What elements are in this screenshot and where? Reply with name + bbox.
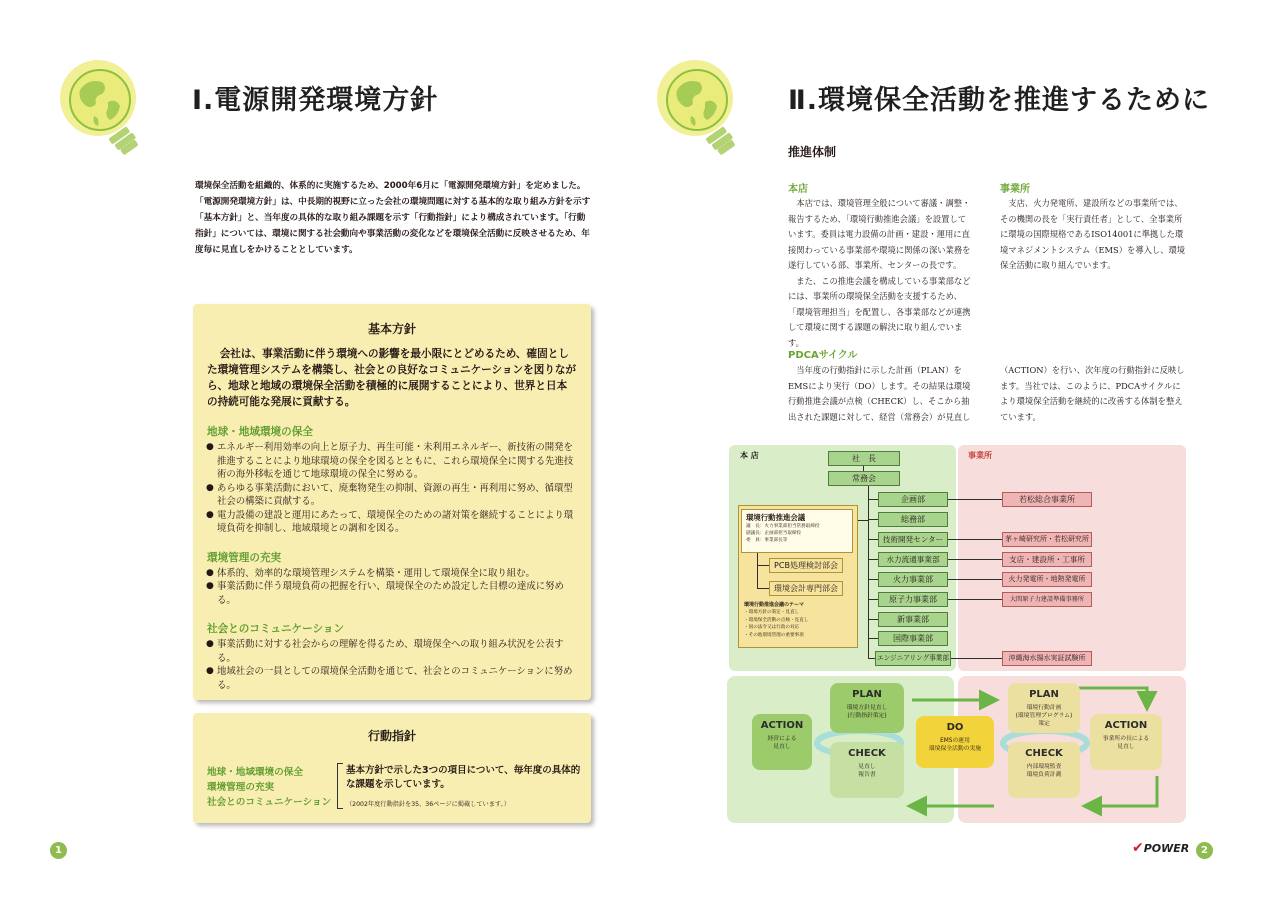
connector-line — [948, 499, 1002, 500]
pdca-check-box — [830, 742, 904, 798]
connector-line — [868, 519, 878, 520]
section-heading: 環境管理の充実 — [207, 551, 282, 564]
connector-line — [868, 619, 878, 620]
theme-item: ・その他環境管理の重要事項 — [744, 632, 804, 638]
zone-label: 事業所 — [968, 451, 992, 460]
action-item: 地球・地域環境の保全 — [207, 767, 303, 778]
section-heading: 社会とのコミュニケーション — [207, 623, 345, 635]
bullet-item: ● エネルギー利用効率の向上と原子力、再生可能・未利用エネルギー、新技術の開発を推進することにより地球環境の保全を図るとともに、これら環境保全に関する先進技術の海外移転を通じて地球環境の保全に努める。 — [193, 441, 591, 482]
connector-line — [868, 599, 878, 600]
office-box: 若松総合事業所 — [1002, 492, 1092, 507]
pdca-desc: EMSの運用 — [940, 738, 970, 744]
connector-line — [868, 559, 878, 560]
connector-line — [868, 486, 869, 658]
pdca-desc: 見直し — [1117, 744, 1135, 750]
section-subtitle: 推進体制 — [788, 145, 837, 159]
action-policy-note: （2002年度行動指針を35、36ページに掲載しています。） — [346, 801, 510, 808]
connector-line — [858, 520, 868, 521]
zone-label: 本 店 — [740, 451, 759, 460]
pdca-desc: (行動指針策定) — [847, 713, 887, 719]
theme-item: ・環境保全活動の点検・見直し — [744, 617, 809, 623]
jigyosho-text — [1000, 196, 1186, 274]
honten-paragraph: 本店では、環境管理全般について審議・調整・報告するため、「環境行動推進会議」を設置しています。委員は電力設備の計画・建設・運用に直接関わっている事業部や環境に関係の深い業務を遂行している部、事業所、センターの長です。 — [788, 198, 971, 270]
power-logo — [1132, 840, 1189, 856]
honten-heading: 本店 — [788, 184, 808, 195]
department-box: 総務部 — [878, 512, 948, 527]
pdca-check-box — [1008, 742, 1080, 798]
pdca-desc: (環境管理プログラム) — [1015, 713, 1073, 719]
section-heading: 地球・地域環境の保全 — [207, 426, 313, 438]
bullet-item: ● 電力設備の建設と運用にあたって、環境保全のための諸対策を継続することにより環境負荷を抑制し、地域環境との調和を図る。 — [193, 509, 591, 536]
flow-arrow — [1077, 688, 1147, 706]
pdca-plan-box — [1008, 683, 1080, 733]
connector-line — [757, 553, 758, 589]
bullet-item: ● あらゆる事業活動において、廃棄物発生の抑制、資源の再生・再利用に努め、循環型社会の構築に貢献する。 — [193, 482, 591, 509]
basic-policy-panel — [193, 304, 591, 700]
action-item: 環境管理の充実 — [207, 782, 275, 793]
pdca-desc: 見直し — [858, 764, 876, 770]
brace-divider — [337, 763, 343, 809]
council-member: 議 長：火力事業部担当常務取締役 — [746, 524, 820, 529]
connector-line — [868, 579, 878, 580]
lightbulb-globe-icon — [58, 58, 154, 168]
pdca-desc: 経営による — [767, 736, 797, 742]
department-box: 国際事業部 — [878, 631, 948, 646]
department-box: 技術開発センター — [878, 532, 948, 547]
council-member: 委 員：事業部長等 — [746, 538, 788, 543]
pdca-action-box — [1090, 714, 1162, 770]
pdca-label: PLAN — [1029, 689, 1059, 700]
pdca-plan-box — [830, 683, 904, 733]
bullet-item: ● 地域社会の一員としての環境保全活動を通じて、社会とのコミュニケーションに努める。 — [193, 665, 591, 692]
page-title: Ⅰ.電源開発環境方針 — [192, 85, 439, 116]
jigyosho-heading: 事業所 — [1000, 184, 1030, 195]
pdca-desc: 環境保全活動の実施 — [928, 746, 982, 752]
theme-item: ・環境方針の策定・見直し — [744, 610, 800, 615]
connector-line — [863, 466, 864, 471]
action-item: 社会とのコミュニケーション — [207, 797, 332, 808]
accounting-committee-box: 環境会計専門部会 — [769, 581, 843, 596]
honten-text — [788, 196, 974, 351]
pdca-heading: PDCAサイクル — [788, 350, 858, 361]
bullet-item: ● 体系的、効率的な環境管理システムを構築・運用して環境保全に取り組む。 — [193, 567, 591, 581]
council-member: 副議長：企画部担当取締役 — [746, 531, 802, 536]
pdca-label: ACTION — [760, 720, 804, 731]
pdca-label: CHECK — [848, 748, 886, 759]
department-box: 原子力事業部 — [878, 592, 948, 607]
council-members-box — [741, 509, 853, 553]
action-policy-title: 行動指針 — [367, 729, 416, 743]
connector-line — [868, 539, 878, 540]
department-box: エンジニアリング事業部 — [875, 651, 951, 666]
pdca-desc: 環境負荷計測 — [1026, 772, 1062, 778]
page-title: Ⅱ.環境保全活動を推進するために — [788, 85, 1211, 116]
bullet-item: ● 事業活動に対する社会からの理解を得るため、環境保全への取り組み状況を公表する。 — [193, 638, 591, 665]
theme-item: ・国の法令又は行政の対応 — [744, 625, 800, 630]
connector-line — [868, 499, 878, 500]
pcb-committee-box: PCB処理検討部会 — [769, 558, 843, 573]
action-policy-items — [207, 765, 331, 810]
pdca-paragraph: 当年度の行動指針に示した計画（PLAN）をEMSにより実行（DO）します。その結果は環境行動推進会議が点検（CHECK）し、そこから抽出された課題に対して、経営（常務会）が見直し — [788, 365, 971, 422]
flow-arrow — [1087, 776, 1157, 806]
connector-line — [948, 559, 1002, 560]
pdca-desc: 事業所の長による — [1102, 736, 1150, 742]
pdca-desc: 環境行動計画 — [1026, 705, 1062, 711]
connector-line — [948, 539, 1002, 540]
basic-policy-title: 基本方針 — [367, 322, 416, 336]
logo-mark-icon: ✔ — [1132, 840, 1144, 856]
president-box: 社 長 — [828, 451, 900, 466]
pdca-desc: 環境方針見直し — [846, 705, 888, 711]
pdca-text — [1000, 363, 1186, 425]
action-policy-panel — [193, 713, 591, 823]
pdca-do-box — [916, 716, 994, 768]
office-box: 火力発電所・地熱発電所 — [1002, 572, 1092, 587]
connector-line — [948, 579, 1002, 580]
connector-line — [948, 599, 1002, 600]
department-box: 新事業部 — [878, 612, 948, 627]
pdca-paragraph: （ACTION）を行い、次年度の行動指針に反映します。当社では、このように、PDCAサイクルにより環境保全活動を継続的に改善する体制を整えています。 — [1000, 365, 1185, 422]
honten-paragraph: また、この推進会議を構成している事業部などには、事業所の環境保全活動を支援するため、「環境管理担当」を配置し、各事業部などが連携して環境に関する課題の解決に取り組んでいます。 — [788, 275, 971, 348]
pdca-desc: 内部環境監査 — [1026, 764, 1062, 770]
department-box: 火力事業部 — [878, 572, 948, 587]
themes-title: 環境行動推進会議のテーマ — [744, 602, 805, 608]
department-box: 企画部 — [878, 492, 948, 507]
page-number: 1 — [50, 842, 67, 859]
themes-list — [744, 609, 808, 639]
connector-line — [757, 565, 769, 566]
connector-line — [868, 638, 878, 639]
basic-policy-text: 会社は、事業活動に伴う環境への影響を最小限にとどめるため、確固とした環境管理システムを構築し、社会との良好なコミュニケーションを図りながら、地球と地域の環境保全活動を積極的に展開することにより、世界と日本の持続可能な発展に貢献する。 — [207, 348, 577, 408]
logo-text: POWER — [1143, 842, 1190, 855]
pdca-label: DO — [946, 722, 964, 733]
pdca-text — [788, 363, 974, 425]
council-title: 環境行動推進会議 — [746, 513, 806, 522]
pdca-action-box — [752, 714, 812, 770]
pdca-desc: 策定 — [1038, 721, 1050, 727]
office-box: 沖縄海水揚水実証試験所 — [1002, 651, 1092, 666]
lightbulb-globe-icon — [655, 58, 751, 168]
office-box: 茅ヶ崎研究所・若松研究所 — [1002, 532, 1092, 547]
connector-line — [951, 658, 1002, 659]
pdca-label: ACTION — [1104, 720, 1148, 731]
office-box: 支店・建設所・工事所 — [1002, 552, 1092, 567]
pdca-desc: 報告書 — [858, 772, 876, 778]
office-box: 大間原子力建設準備事務所 — [1002, 592, 1092, 607]
intro-text: 環境保全活動を組織的、体系的に実施するため、2000年6月に「電源開発環境方針」を定めました。「電源開発環境方針」は、中長期的視野に立った会社の環境問題に対する基本的な取り組み方針を示す「基本方針」と、当年度の具体的な取り組み課題を示す「行動指針」により構成されています。「行動指針」については、環境に関する社会動向や事業活動の変化などを環境保全活動に反映させるため、年度毎に見直しをかけることとしています。 — [195, 181, 591, 255]
page-number: 2 — [1196, 842, 1213, 859]
pdca-desc: 見直し — [773, 744, 791, 750]
bullet-item: ● 事業活動に伴う環境負荷の把握を行い、環境保全のため設定した目標の達成に努める。 — [193, 580, 591, 607]
action-policy-text: 基本方針で示した3つの項目について、毎年度の具体的な課題を示しています。 — [346, 765, 581, 790]
board-box: 常務会 — [828, 471, 900, 486]
pdca-label: PLAN — [852, 689, 882, 700]
connector-line — [757, 588, 769, 589]
pdca-label: CHECK — [1025, 748, 1063, 759]
department-box: 水力流通事業部 — [878, 552, 948, 567]
jigyosho-paragraph: 支店、火力発電所、建設所などの事業所では、その機関の長を「実行責任者」として、全事業所に環境の国際規格であるISO14001に準拠した環境マネジメントシステム（EMS）を導入し、環境保全活動に取り組んでいます。 — [1000, 198, 1186, 270]
